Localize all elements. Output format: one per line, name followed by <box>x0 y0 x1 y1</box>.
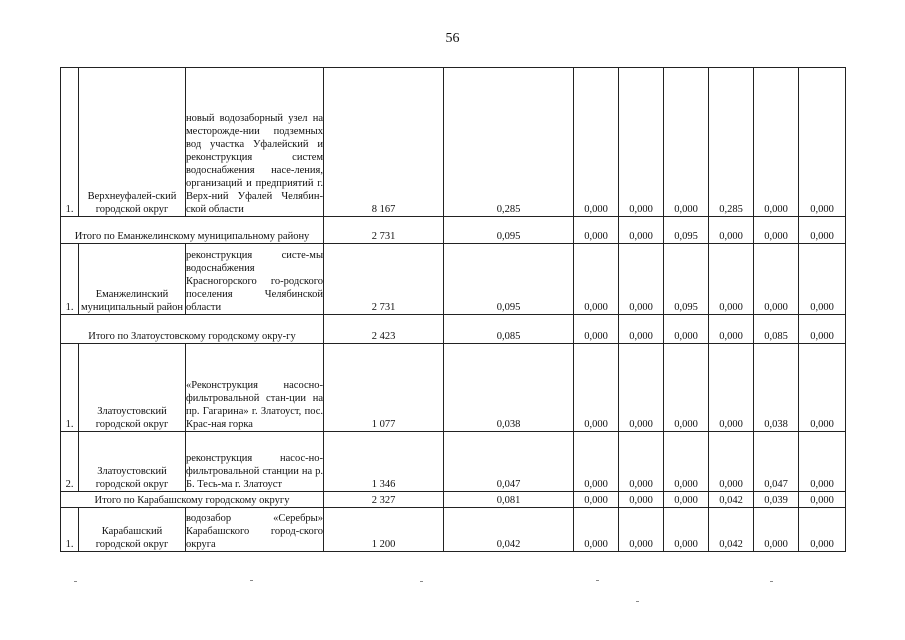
scan-speck <box>420 581 423 582</box>
table-row <box>61 432 846 492</box>
value-cell: 0,047 <box>754 432 799 492</box>
value-cell: 0,000 <box>709 432 754 492</box>
table-row <box>61 508 846 552</box>
value-cell: 0,095 <box>444 217 574 244</box>
value-cell: 0,047 <box>444 432 574 492</box>
value-cell: 0,000 <box>754 508 799 552</box>
value-cell: 2 327 <box>324 492 444 508</box>
municipality-name: Златоустовский городской округ <box>79 344 186 432</box>
value-cell: 0,000 <box>754 244 799 315</box>
value-cell: 0,000 <box>619 492 664 508</box>
value-cell: 0,285 <box>444 68 574 217</box>
table-row-total <box>61 217 846 244</box>
project-description: реконструкция систе-мы водоснабжения Красногорского го-родского поселения Челябинской области <box>186 244 324 315</box>
value-cell: 1 200 <box>324 508 444 552</box>
value-cell: 0,000 <box>709 344 754 432</box>
value-cell: 0,000 <box>619 432 664 492</box>
value-cell: 0,000 <box>664 432 709 492</box>
value-cell: 0,000 <box>619 244 664 315</box>
value-cell: 0,000 <box>754 217 799 244</box>
value-cell: 0,000 <box>574 244 619 315</box>
value-cell: 0,000 <box>619 508 664 552</box>
value-cell: 0,000 <box>664 344 709 432</box>
value-cell: 0,000 <box>709 217 754 244</box>
value-cell: 0,000 <box>799 432 846 492</box>
project-description: новый водозаборный узел на месторожде-нии подземных вод участка Уфалейский и реконструкция систем водоснабжения насе-ления, организаций и предприятий г. Верх-ний Уфалей Челябин-ской области <box>186 68 324 217</box>
value-cell: 0,081 <box>444 492 574 508</box>
value-cell: 0,000 <box>574 508 619 552</box>
page-number: 56 <box>445 31 460 46</box>
value-cell: 0,000 <box>574 492 619 508</box>
value-cell: 0,000 <box>799 217 846 244</box>
value-cell: 0,000 <box>799 244 846 315</box>
row-number: 1. <box>61 344 79 432</box>
value-cell: 0,000 <box>799 315 846 344</box>
value-cell: 1 077 <box>324 344 444 432</box>
value-cell: 1 346 <box>324 432 444 492</box>
table-row-total <box>61 492 846 508</box>
row-number: 1. <box>61 68 79 217</box>
value-cell: 2 423 <box>324 315 444 344</box>
value-cell: 0,085 <box>754 315 799 344</box>
value-cell: 0,000 <box>574 68 619 217</box>
value-cell: 0,000 <box>574 344 619 432</box>
value-cell: 0,042 <box>709 508 754 552</box>
project-description: «Реконструкция насосно-фильтровальной стан-ции на пр. Гагарина» г. Златоуст, пос. Крас-ная горка <box>186 344 324 432</box>
value-cell: 0,000 <box>799 492 846 508</box>
municipality-name: Златоустовский городской округ <box>79 432 186 492</box>
row-number: 2. <box>61 432 79 492</box>
scan-speck <box>636 601 639 602</box>
value-cell: 0,000 <box>799 344 846 432</box>
value-cell: 0,000 <box>574 432 619 492</box>
municipality-name: Еманжелинский муниципальный район <box>79 244 186 315</box>
value-cell: 0,000 <box>619 217 664 244</box>
water-supply-table <box>60 67 846 552</box>
value-cell: 0,000 <box>709 244 754 315</box>
value-cell: 0,000 <box>754 68 799 217</box>
scan-speck <box>770 581 773 582</box>
value-cell: 0,000 <box>664 508 709 552</box>
total-label: Итого по Еманжелинскому муниципальному району <box>61 217 324 244</box>
value-cell: 0,000 <box>574 217 619 244</box>
value-cell: 0,038 <box>754 344 799 432</box>
value-cell: 0,000 <box>664 68 709 217</box>
project-description: водозабор «Серебры» Карабашского город-ского округа <box>186 508 324 552</box>
value-cell: 0,038 <box>444 344 574 432</box>
scan-speck <box>74 581 77 582</box>
value-cell: 0,285 <box>709 68 754 217</box>
value-cell: 0,042 <box>444 508 574 552</box>
value-cell: 2 731 <box>324 244 444 315</box>
value-cell: 0,000 <box>619 315 664 344</box>
table-row-total <box>61 315 846 344</box>
table-row <box>61 244 846 315</box>
municipality-name: Карабашский городской округ <box>79 508 186 552</box>
value-cell: 0,000 <box>709 315 754 344</box>
table-row <box>61 344 846 432</box>
value-cell: 2 731 <box>324 217 444 244</box>
value-cell: 0,095 <box>444 244 574 315</box>
value-cell: 0,000 <box>799 508 846 552</box>
value-cell: 0,095 <box>664 217 709 244</box>
total-label: Итого по Карабашскому городскому округу <box>61 492 324 508</box>
scan-speck <box>250 580 253 581</box>
value-cell: 0,042 <box>709 492 754 508</box>
value-cell: 0,000 <box>574 315 619 344</box>
value-cell: 0,000 <box>799 68 846 217</box>
value-cell: 0,095 <box>664 244 709 315</box>
row-number: 1. <box>61 508 79 552</box>
value-cell: 8 167 <box>324 68 444 217</box>
total-label: Итого по Златоустовскому городскому окру-гу <box>61 315 324 344</box>
municipality-name: Верхнеуфалей-ский городской округ <box>79 68 186 217</box>
value-cell: 0,000 <box>664 492 709 508</box>
value-cell: 0,000 <box>619 344 664 432</box>
project-description: реконструкция насос-но-фильтровальной станции на р. Б. Тесь-ма г. Златоуст <box>186 432 324 492</box>
value-cell: 0,085 <box>444 315 574 344</box>
scan-specks <box>0 579 905 589</box>
value-cell: 0,000 <box>664 315 709 344</box>
scan-speck <box>596 580 599 581</box>
value-cell: 0,000 <box>619 68 664 217</box>
table-row <box>61 68 846 217</box>
row-number: 1. <box>61 244 79 315</box>
value-cell: 0,039 <box>754 492 799 508</box>
